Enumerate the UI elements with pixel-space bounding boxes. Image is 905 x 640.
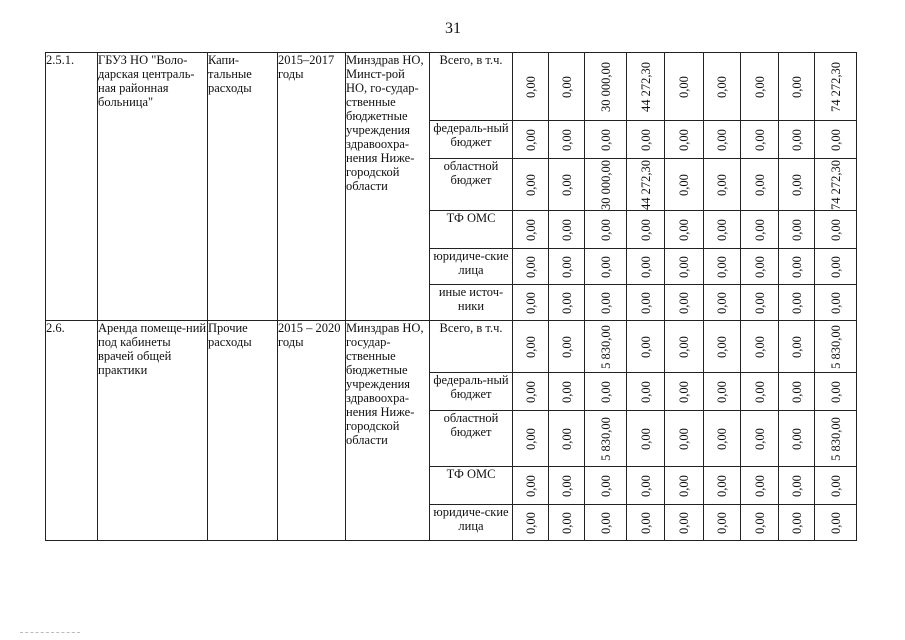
amount-value: 5 830,00 bbox=[828, 324, 843, 369]
amount-value: 0,00 bbox=[523, 335, 538, 358]
amount-value: 0,00 bbox=[677, 173, 691, 196]
amount-value: 0,00 bbox=[752, 427, 767, 450]
amount-cell bbox=[627, 321, 665, 373]
amount-cell bbox=[815, 249, 857, 285]
page-number: 31 bbox=[445, 20, 461, 37]
item-period: 2015 – 2020 годы bbox=[278, 321, 346, 541]
amount-value: 0,00 bbox=[715, 128, 729, 151]
amount-cell bbox=[779, 505, 815, 541]
funding-source-label: федераль-ный бюджет bbox=[430, 121, 513, 159]
amount-cell bbox=[704, 53, 741, 121]
amount-value: 0,00 bbox=[638, 380, 653, 403]
amount-value: 0,00 bbox=[638, 335, 653, 358]
amount-cell bbox=[779, 249, 815, 285]
amount-cell bbox=[627, 121, 665, 159]
amount-cell bbox=[549, 159, 585, 211]
amount-value: 0,00 bbox=[559, 474, 574, 497]
amount-value: 0,00 bbox=[638, 474, 653, 497]
amount-value: 44 272,30 bbox=[638, 61, 653, 112]
amount-cell bbox=[704, 321, 741, 373]
amount-value: 0,00 bbox=[789, 427, 804, 450]
amount-cell bbox=[665, 285, 704, 321]
amount-value: 0,00 bbox=[523, 474, 538, 497]
amount-value: 0,00 bbox=[828, 218, 843, 241]
amount-value: 0,00 bbox=[559, 380, 574, 403]
amount-cell bbox=[513, 285, 549, 321]
amount-value: 0,00 bbox=[598, 474, 613, 497]
funding-source-label: Всего, в т.ч. bbox=[430, 321, 513, 373]
expense-type: Капи-тальные расходы bbox=[208, 53, 278, 321]
amount-value: 5 830,00 bbox=[828, 416, 843, 461]
amount-cell bbox=[627, 285, 665, 321]
amount-cell bbox=[779, 467, 815, 505]
amount-value: 0,00 bbox=[677, 335, 691, 358]
amount-cell bbox=[549, 411, 585, 467]
amount-cell bbox=[704, 211, 741, 249]
funding-source-label: Всего, в т.ч. bbox=[430, 53, 513, 121]
amount-cell bbox=[627, 411, 665, 467]
amount-value: 0,00 bbox=[752, 173, 767, 196]
amount-value: 0,00 bbox=[752, 255, 767, 278]
amount-value: 0,00 bbox=[677, 474, 691, 497]
amount-value: 0,00 bbox=[789, 474, 804, 497]
amount-cell bbox=[665, 411, 704, 467]
amount-value: 0,00 bbox=[715, 511, 729, 534]
amount-cell bbox=[585, 411, 627, 467]
amount-value: 0,00 bbox=[523, 75, 538, 98]
table-row bbox=[46, 321, 857, 373]
amount-cell bbox=[704, 505, 741, 541]
amount-cell bbox=[779, 285, 815, 321]
item-period: 2015–2017 годы bbox=[278, 53, 346, 321]
amount-cell bbox=[513, 121, 549, 159]
amount-value: 0,00 bbox=[828, 128, 843, 151]
amount-cell bbox=[627, 467, 665, 505]
amount-value: 0,00 bbox=[559, 128, 574, 151]
amount-value: 0,00 bbox=[559, 255, 574, 278]
amount-cell bbox=[549, 467, 585, 505]
amount-cell bbox=[549, 505, 585, 541]
amount-cell bbox=[665, 467, 704, 505]
amount-cell bbox=[779, 321, 815, 373]
amount-cell bbox=[585, 159, 627, 211]
amount-value: 0,00 bbox=[752, 511, 767, 534]
amount-cell bbox=[741, 321, 779, 373]
amount-value: 0,00 bbox=[677, 218, 691, 241]
amount-cell bbox=[704, 121, 741, 159]
amount-value: 0,00 bbox=[523, 427, 538, 450]
amount-cell bbox=[513, 373, 549, 411]
amount-cell bbox=[741, 249, 779, 285]
amount-value: 0,00 bbox=[752, 128, 767, 151]
amount-cell bbox=[741, 467, 779, 505]
amount-value: 74 272,30 bbox=[828, 61, 843, 112]
table-row bbox=[46, 53, 857, 121]
funding-source-label: областной бюджет bbox=[430, 411, 513, 467]
amount-cell bbox=[665, 505, 704, 541]
amount-value: 74 272,30 bbox=[828, 159, 843, 210]
amount-value: 5 830,00 bbox=[598, 416, 613, 461]
amount-cell bbox=[513, 159, 549, 211]
amount-cell bbox=[513, 467, 549, 505]
amount-value: 0,00 bbox=[789, 218, 804, 241]
amount-value: 30 000,00 bbox=[598, 61, 613, 112]
amount-value: 0,00 bbox=[638, 291, 653, 314]
amount-value: 0,00 bbox=[598, 128, 613, 151]
amount-value: 0,00 bbox=[559, 218, 574, 241]
amount-cell bbox=[513, 505, 549, 541]
amount-value: 0,00 bbox=[789, 255, 804, 278]
amount-cell bbox=[704, 373, 741, 411]
amount-cell bbox=[627, 249, 665, 285]
amount-value: 0,00 bbox=[598, 511, 613, 534]
amount-cell bbox=[513, 411, 549, 467]
amount-value: 0,00 bbox=[715, 75, 729, 98]
amount-cell bbox=[741, 211, 779, 249]
amount-value: 0,00 bbox=[752, 380, 767, 403]
budget-table bbox=[45, 52, 857, 541]
amount-cell bbox=[627, 159, 665, 211]
amount-cell bbox=[627, 505, 665, 541]
amount-cell bbox=[549, 121, 585, 159]
funding-source-label: федераль-ный бюджет bbox=[430, 373, 513, 411]
amount-value: 0,00 bbox=[677, 255, 691, 278]
amount-cell bbox=[549, 249, 585, 285]
amount-cell bbox=[665, 211, 704, 249]
amount-cell bbox=[704, 285, 741, 321]
amount-value: 0,00 bbox=[789, 335, 804, 358]
amount-value: 0,00 bbox=[677, 427, 691, 450]
amount-cell bbox=[513, 249, 549, 285]
amount-cell bbox=[665, 373, 704, 411]
funding-source-label: ТФ ОМС bbox=[430, 211, 513, 249]
amount-value: 0,00 bbox=[789, 173, 804, 196]
item-id: 2.6. bbox=[46, 321, 98, 541]
amount-value: 0,00 bbox=[598, 291, 613, 314]
amount-cell bbox=[665, 321, 704, 373]
amount-value: 0,00 bbox=[677, 75, 691, 98]
amount-cell bbox=[549, 53, 585, 121]
amount-cell bbox=[815, 211, 857, 249]
amount-cell bbox=[815, 505, 857, 541]
amount-cell bbox=[513, 53, 549, 121]
amount-value: 0,00 bbox=[523, 128, 538, 151]
amount-value: 0,00 bbox=[715, 427, 729, 450]
amount-value: 0,00 bbox=[559, 427, 574, 450]
amount-cell bbox=[704, 159, 741, 211]
item-executor: Минздрав НО, государ-ственные бюджетные учреждения здравоохра-нения Ниже-городской области bbox=[346, 321, 430, 541]
funding-source-label: иные источ-ники bbox=[430, 285, 513, 321]
funding-source-label: областной бюджет bbox=[430, 159, 513, 211]
amount-cell bbox=[665, 53, 704, 121]
amount-cell bbox=[741, 53, 779, 121]
amount-cell bbox=[741, 159, 779, 211]
amount-cell bbox=[585, 285, 627, 321]
amount-value: 0,00 bbox=[715, 380, 729, 403]
scan-artifact bbox=[20, 632, 80, 634]
amount-value: 0,00 bbox=[559, 75, 574, 98]
amount-value: 0,00 bbox=[559, 173, 574, 196]
amount-value: 0,00 bbox=[677, 511, 691, 534]
amount-value: 0,00 bbox=[715, 173, 729, 196]
amount-value: 0,00 bbox=[789, 511, 804, 534]
amount-cell bbox=[665, 249, 704, 285]
amount-cell bbox=[627, 373, 665, 411]
amount-value: 0,00 bbox=[789, 75, 804, 98]
amount-cell bbox=[549, 211, 585, 249]
amount-value: 0,00 bbox=[523, 380, 538, 403]
amount-value: 5 830,00 bbox=[598, 324, 613, 369]
amount-value: 0,00 bbox=[523, 511, 538, 534]
amount-cell bbox=[815, 321, 857, 373]
amount-value: 0,00 bbox=[828, 291, 843, 314]
amount-cell bbox=[665, 121, 704, 159]
amount-value: 0,00 bbox=[715, 335, 729, 358]
amount-cell bbox=[704, 411, 741, 467]
amount-cell bbox=[779, 121, 815, 159]
amount-value: 0,00 bbox=[752, 474, 767, 497]
amount-value: 0,00 bbox=[598, 380, 613, 403]
amount-value: 0,00 bbox=[638, 218, 653, 241]
amount-value: 0,00 bbox=[752, 291, 767, 314]
amount-value: 0,00 bbox=[638, 511, 653, 534]
amount-cell bbox=[779, 53, 815, 121]
amount-cell bbox=[585, 505, 627, 541]
amount-value: 0,00 bbox=[638, 427, 653, 450]
amount-cell bbox=[779, 373, 815, 411]
amount-cell bbox=[815, 121, 857, 159]
amount-cell bbox=[549, 373, 585, 411]
amount-cell bbox=[585, 121, 627, 159]
amount-value: 0,00 bbox=[789, 380, 804, 403]
amount-value: 0,00 bbox=[752, 75, 767, 98]
amount-value: 0,00 bbox=[828, 474, 843, 497]
amount-cell bbox=[585, 373, 627, 411]
amount-value: 0,00 bbox=[715, 218, 729, 241]
amount-cell bbox=[585, 53, 627, 121]
amount-value: 0,00 bbox=[715, 474, 729, 497]
amount-cell bbox=[815, 467, 857, 505]
amount-cell bbox=[779, 411, 815, 467]
amount-value: 0,00 bbox=[559, 335, 574, 358]
amount-value: 0,00 bbox=[677, 380, 691, 403]
amount-value: 0,00 bbox=[752, 218, 767, 241]
funding-source-label: юридиче-ские лица bbox=[430, 249, 513, 285]
item-name: Аренда помеще-ний под кабинеты врачей общей практики bbox=[98, 321, 208, 541]
amount-cell bbox=[815, 411, 857, 467]
amount-value: 0,00 bbox=[559, 291, 574, 314]
amount-value: 0,00 bbox=[828, 255, 843, 278]
amount-cell bbox=[741, 285, 779, 321]
amount-cell bbox=[585, 467, 627, 505]
amount-cell bbox=[779, 159, 815, 211]
amount-cell bbox=[815, 373, 857, 411]
amount-cell bbox=[779, 211, 815, 249]
item-executor: Минздрав НО, Минст-рой НО, го-судар-ственные бюджетные учреждения здравоохра-нения Ниже-городской области bbox=[346, 53, 430, 321]
amount-cell bbox=[549, 321, 585, 373]
funding-source-label: ТФ ОМС bbox=[430, 467, 513, 505]
amount-value: 0,00 bbox=[789, 128, 804, 151]
amount-value: 0,00 bbox=[523, 291, 538, 314]
amount-cell bbox=[665, 159, 704, 211]
amount-cell bbox=[585, 249, 627, 285]
amount-value: 0,00 bbox=[638, 128, 653, 151]
amount-value: 0,00 bbox=[677, 128, 691, 151]
amount-value: 0,00 bbox=[523, 173, 538, 196]
amount-cell bbox=[627, 53, 665, 121]
amount-cell bbox=[585, 321, 627, 373]
amount-value: 0,00 bbox=[715, 255, 729, 278]
amount-cell bbox=[815, 53, 857, 121]
amount-value: 0,00 bbox=[828, 380, 843, 403]
amount-cell bbox=[513, 321, 549, 373]
amount-cell bbox=[741, 411, 779, 467]
amount-value: 0,00 bbox=[598, 255, 613, 278]
amount-cell bbox=[627, 211, 665, 249]
item-id: 2.5.1. bbox=[46, 53, 98, 321]
amount-cell bbox=[741, 373, 779, 411]
amount-value: 0,00 bbox=[828, 511, 843, 534]
amount-value: 0,00 bbox=[752, 335, 767, 358]
amount-cell bbox=[741, 505, 779, 541]
amount-cell bbox=[815, 285, 857, 321]
amount-cell bbox=[704, 249, 741, 285]
expense-type: Прочие расходы bbox=[208, 321, 278, 541]
amount-cell bbox=[549, 285, 585, 321]
amount-value: 0,00 bbox=[789, 291, 804, 314]
amount-value: 0,00 bbox=[523, 255, 538, 278]
amount-cell bbox=[741, 121, 779, 159]
amount-value: 0,00 bbox=[677, 291, 691, 314]
amount-cell bbox=[513, 211, 549, 249]
amount-cell bbox=[704, 467, 741, 505]
amount-value: 0,00 bbox=[559, 511, 574, 534]
amount-value: 44 272,30 bbox=[638, 159, 653, 210]
amount-cell bbox=[815, 159, 857, 211]
amount-value: 0,00 bbox=[715, 291, 729, 314]
item-name: ГБУЗ НО "Воло-дарская централь-ная районная больница" bbox=[98, 53, 208, 321]
amount-value: 0,00 bbox=[638, 255, 653, 278]
amount-value: 0,00 bbox=[598, 218, 613, 241]
amount-value: 30 000,00 bbox=[598, 159, 613, 210]
amount-cell bbox=[585, 211, 627, 249]
funding-source-label: юридиче-ские лица bbox=[430, 505, 513, 541]
amount-value: 0,00 bbox=[523, 218, 538, 241]
